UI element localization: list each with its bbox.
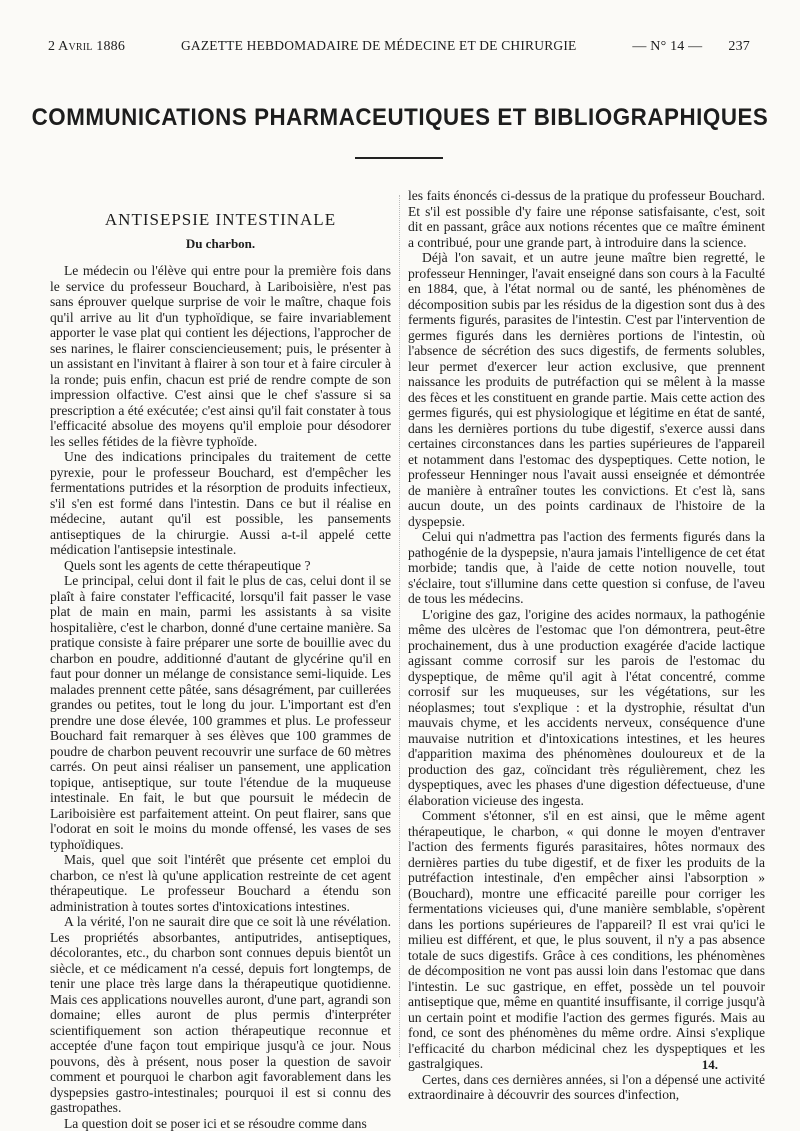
page-header — [48, 38, 750, 55]
paragraph: Quels sont les agents de cette thérapeutique ? — [50, 558, 391, 574]
paragraph: Certes, dans ces dernières années, si l'on a dépensé une activité extraordinaire à découvrir des sources d'infection, — [408, 1072, 765, 1103]
page-number: 237 — [728, 39, 750, 55]
paragraph: les faits énoncés ci-dessus de la pratique du professeur Bouchard. Et s'il est possible d'y faire une réponse satisfaisante, c'est, soit dit en passant, grâce aux notions récentes que ce maître éminent a contribué, pour une grande part, à introduire dans la science. — [408, 188, 765, 250]
title-rule — [355, 157, 443, 159]
paragraph: Déjà l'on savait, et un autre jeune maître bien regretté, le professeur Henninger, l'avait enseigné dans son cours à la Faculté en 1884, que, à l'état normal ou de santé, les phénomènes de décomposition subis par les résidus de la digestion sont dus à des ferments figurés, parasites de l'intestin. C'est par l'intervention de germes figurés dans les dernières portions de l'intestin, où l'absence de sécrétion des sucs digestifs, de ferments solubles, leur permet d'exercer leur action exclusive, que prennent naissance les produits de putréfaction qui se mêlent à la masse des fèces et les constituent en grande partie. Mais cette action des germes figurés, qui est physiologique et légitime en état de santé, dans les dernières portions du tube digestif, s'exerce aussi dans certaines circonstances dans les parties supérieures de l'appareil et notamment dans l'estomac des dyspeptiques. Cette notion, le professeur Henninger nous l'avait aussi enseignée et démontrée de manière à entraîner toutes les convictions. Et c'est là, sans aucun doute, un des points cardinaux de l'histoire de la dyspepsie. — [408, 250, 765, 529]
paragraph: Comment s'étonner, s'il en est ainsi, que le même agent thérapeutique, le charbon, « qui donne le moyen d'entraver l'action des ferments figurés parasitaires, hôtes normaux des dernières parties du tube digestif, et de fixer les produits de la putréfaction intestinale, d'en empêcher ainsi l'absorption » (Bouchard), montre une efficacité pareille pour corriger les fermentations vicieuses qui, d'une manière semblable, s'opèrent dans les portions supérieures de l'appareil? Il est vrai qu'ici le milieu est différent, et que, le plus souvent, il n'y a pas absence totale de sucs digestifs. Grâce à ces conditions, les phénomènes de décomposition ne vont pas aussi loin dans l'estomac que dans l'intestin. Le suc gastrique, en effet, possède un tel pouvoir antiseptique que, même en quantité insuffisante, il corrige jusqu'à un certain point et modifie l'action des germes figurés. Mais au fond, ce sont des phénomènes du même ordre. Ainsi s'explique l'efficacité du charbon médicinal chez les dyspeptiques et les gastralgiques. — [408, 808, 765, 1072]
header-right — [632, 39, 750, 55]
header-date: 2 Avril 1886 — [48, 39, 125, 55]
left-column — [50, 190, 391, 1067]
paragraph: Le principal, celui dont il fait le plus de cas, celui dont il se plaît à faire constater l'efficacité, lorsqu'il fait passer le vase plat de main en main, parmi les assistants à sa visite hospitalière, c'est le charbon, donné d'une certaine manière. Sa pratique consiste à faire préparer une sorte de bouillie avec du charbon en poudre, additionné d'autant de glycérine qu'il en faut pour donner un mélange de consistance semi-liquide. Les malades prennent cette pâtée, sans désagrément, par cuillerées grandes ou petites, tout le long du jour. L'important est d'en prendre une dose élevée, 100 grammes et plus. Le professeur Bouchard fait remarquer à ses élèves que 100 grammes de poudre de charbon peuvent recouvrir une surface de 60 mètres carrés. On peut ainsi réaliser un pansement, une application topique, antiseptique, sur toute l'étendue de la muqueuse intestinale. En fait, le but que poursuit le médecin de Lariboisière est parfaitement atteint. On peut flairer, sans que l'odorat en soit le moins du monde offensé, les vases de ses typhoïdiques. — [50, 573, 391, 852]
column-divider — [399, 195, 400, 1057]
page-signature: 14. — [702, 1057, 718, 1073]
paragraph: L'origine des gaz, l'origine des acides normaux, la pathogénie même des ulcères de l'estomac que l'on démontrera, peut-être prochainement, dus à une production exagérée d'acide lactique agissant comme corrosif sur les parois de l'estomac du dyspeptique, de même qu'il agit à l'état concentré, comme corrosif sur les muqueuses, sur les végétations, sur les néoplasmes; tout s'explique : et la dystrophie, résultat d'un mauvais chyme, et les accidents nerveux, conséquence d'une mauvaise nutrition et d'intoxications intestines, et les heures d'apparition maxima des phénomènes douloureux et de la production des gaz, coïncidant très régulièrement, chez les dyspeptiques, avec les phases d'une digestion défectueuse, d'une élaboration vicieuse des ingesta. — [408, 607, 765, 809]
right-column — [408, 188, 765, 1067]
journal-title: GAZETTE HEBDOMADAIRE DE MÉDECINE ET DE CHIRURGIE — [181, 38, 577, 54]
paragraph: A la vérité, l'on ne saurait dire que ce soit là une révélation. Les propriétés absorbantes, antiputrides, antiseptiques, décolorantes, etc., du charbon sont connues depuis bientôt un siècle, et ce médicament n'a cessé, depuis fort longtemps, de tenir une place très large dans la thérapeutique quotidienne. Mais ces applications nouvelles auront, d'une part, agrandi son domaine; elles auront de plus permis d'interpréter scientifiquement son action thérapeutique reconnue et acceptée d'une façon tout empirique jusqu'à ce jour. Nous pouvons, dès à présent, nous poser la question de savoir comment et pourquoi le charbon agit favorablement dans les dyspepsies gastro-intestinales; pourquoi il est si connu des gastropathes. — [50, 914, 391, 1116]
paragraph: Le médecin ou l'élève qui entre pour la première fois dans le service du professeur Bouchard, à Lariboisière, n'est pas sans éprouver quelque surprise de voir le maître, chaque fois qu'il arrive au lit d'un typhoïdique, se faire invariablement apporter le vase plat qui contient les déjections, l'approcher de ses narines, le flairer consciencieusement; puis, le présenter à un assistant en l'invitant à flairer à son tour et à faire circuler à la ronde; puis enfin, chacun est prié de rendre compte de son impression olfactive. C'est ainsi que le chef s'assure si sa prescription a été exécutée; c'est ainsi qu'il fait constater à tous l'efficacité absolue des moyens qu'il emploie pour désodorer les selles fétides de la fièvre typhoïde. — [50, 263, 391, 449]
paragraph: La question doit se poser ici et se résoudre comme dans — [50, 1116, 391, 1131]
issue-number: — N° 14 — — [632, 39, 702, 55]
section-title: COMMUNICATIONS PHARMACEUTIQUES ET BIBLIOGRAPHIQUES — [28, 104, 772, 132]
paragraph: Mais, quel que soit l'intérêt que présente cet emploi du charbon, ce n'est là qu'une application restreinte de cet agent thérapeutique. Le professeur Bouchard a étendu son administration à toutes sortes d'intoxications intestines. — [50, 852, 391, 914]
article-subtitle: Du charbon. — [50, 236, 391, 252]
paragraph: Une des indications principales du traitement de cette pyrexie, pour le professeur Bouchard, est d'empêcher les fermentations putrides et la résorption de produits infectieux, s'il s'en est formé dans l'intestin. Dans ce but il réalise en médecine, autant qu'il est possible, les pansements antiseptiques de la chirurgie. Aussi a-t-il appelé cette médication l'antisepsie intestinale. — [50, 449, 391, 558]
paragraph: Celui qui n'admettra pas l'action des ferments figurés dans la pathogénie de la dyspepsie, n'aura jamais l'intelligence de cet état morbide; tandis que, à l'aide de cette notion nouvelle, tout s'éclaire, tout s'illumine dans cette question si confuse, de l'aveu de tous les médecins. — [408, 529, 765, 607]
article-title: ANTISEPSIE INTESTINALE — [50, 212, 391, 228]
